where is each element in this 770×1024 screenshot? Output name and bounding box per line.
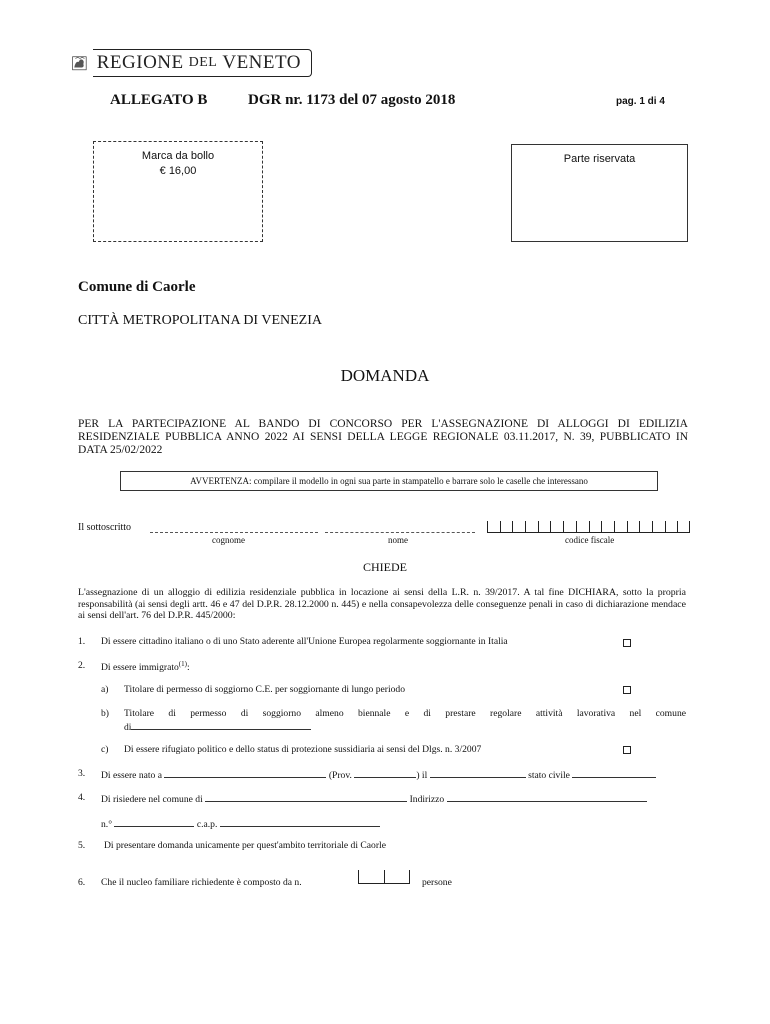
lion-emblem-icon: [72, 49, 87, 77]
numero-componenti-field[interactable]: [358, 870, 410, 885]
logo-regione: REGIONE: [96, 52, 184, 73]
stato-civile-field[interactable]: [572, 768, 656, 778]
logo-del: DEL: [188, 55, 218, 70]
cognome-label: cognome: [212, 535, 245, 545]
marca-bollo-box: [93, 141, 263, 242]
item-2-colon: :: [186, 662, 190, 674]
indirizzo-label: Indirizzo: [409, 794, 445, 805]
intro-paragraph: PER LA PARTECIPAZIONE AL BANDO DI CONCORSO PER L'ASSEGNAZIONE DI ALLOGGI DI EDILIZIA RESIDENZIALE PUBBLICA ANNO 2022 AI SENSI DELLA LEGGE REGIONALE 03.11.2017, N. 39, PUBBLICATO IN DATA 25/02/2022: [78, 418, 688, 456]
item-4-line: [101, 792, 647, 805]
allegato-label: ALLEGATO B: [110, 92, 208, 108]
nome-field[interactable]: [325, 532, 475, 533]
bollo-label: Marca da bollo: [141, 150, 215, 162]
dgr-reference: DGR nr. 1173 del 07 agosto 2018: [248, 92, 456, 108]
dichiara-paragraph: L'assegnazione di un alloggio di edilizia residenziale pubblica in locazione ai sensi della L.R. n. 39/2017. A tal fine DICHIARA, sotto la propria responsabilità (ai sensi degli artt. 46 e 47 del D.P.R. 28.12.2000 n. 445) e nella consapevolezza delle conseguenze penali in caso di dichiarazione mendace ai sensi dell'art. 76 del D.P.R. 445/2000:: [78, 587, 686, 621]
comune-title: Comune di Caorle: [78, 279, 196, 295]
civico-label: n.°: [101, 819, 113, 830]
comune-residenza-field[interactable]: [205, 792, 407, 802]
item-1-checkbox[interactable]: [623, 639, 631, 647]
item-3-number: 3.: [78, 768, 86, 779]
provincia-field[interactable]: [354, 768, 416, 778]
page-number: pag. 1 di 4: [616, 96, 665, 107]
item-c-letter: c): [101, 744, 109, 755]
item-a-checkbox[interactable]: [623, 686, 631, 694]
item-b-di-label: di: [124, 722, 132, 733]
item-2-text: [101, 660, 190, 673]
indirizzo-field[interactable]: [447, 792, 647, 802]
item-1-number: 1.: [78, 636, 86, 647]
cognome-field[interactable]: [150, 532, 318, 533]
domanda-title: DOMANDA: [340, 366, 430, 385]
item-1-text: Di essere cittadino italiano o di uno Stato aderente all'Unione Europea regolarmente soggiornante in Italia: [101, 636, 508, 647]
codice-fiscale-label: codice fiscale: [565, 535, 615, 545]
risiedere-label: Di risiedere nel comune di: [101, 794, 203, 805]
sottoscritto-label: Il sottoscritto: [78, 522, 132, 533]
bollo-amount: € 16,00: [159, 165, 197, 177]
item-2-label: Di essere immigrato: [101, 662, 179, 674]
item-a-text: Titolare di permesso di soggiorno C.E. per soggiornante di lungo periodo: [124, 684, 406, 695]
item-b-comune-field[interactable]: [131, 720, 311, 730]
item-b-di: [124, 720, 311, 733]
il-label: ) il: [416, 770, 428, 781]
stato-civile-label: stato civile: [528, 770, 570, 781]
persone-label: persone: [422, 877, 452, 888]
item-b-text: Titolare di permesso di soggiorno almeno biennale e di prestare regolare attività lavorativa nel comune: [124, 708, 686, 719]
codice-fiscale-field[interactable]: [487, 521, 690, 534]
item-b-letter: b): [101, 708, 109, 719]
item-2-footnote: (1): [178, 660, 187, 668]
prov-label: (Prov.: [328, 770, 352, 781]
item-6-text: Che il nucleo familiare richiedente è composto da n.: [101, 877, 302, 888]
item-5-text: Di presentare domanda unicamente per quest'ambito territoriale di Caorle: [104, 840, 386, 851]
data-nascita-field[interactable]: [430, 768, 526, 778]
cap-field[interactable]: [220, 817, 380, 827]
item-3-line: [101, 768, 656, 781]
item-6-number: 6.: [78, 877, 86, 888]
riservata-label: Parte riservata: [563, 153, 636, 165]
cap-label: c.a.p.: [196, 819, 218, 830]
civico-field[interactable]: [114, 817, 194, 827]
item-a-letter: a): [101, 684, 109, 695]
parte-riservata-box: [511, 144, 688, 242]
item-5-number: 5.: [78, 840, 86, 851]
item-4-number: 4.: [78, 792, 86, 803]
item-2-number: 2.: [78, 660, 86, 671]
avvertenza-box: AVVERTENZA: compilare il modello in ogni sua parte in stampatello e barrare solo le caselle che interessano: [120, 471, 658, 491]
item-4-line2: [101, 817, 380, 830]
citta-title: CITTÀ METROPOLITANA DI VENEZIA: [78, 313, 322, 328]
luogo-nascita-field[interactable]: [164, 768, 326, 778]
regione-veneto-logo: [72, 48, 312, 78]
chiede-heading: CHIEDE: [363, 560, 407, 574]
item-c-text: Di essere rifugiato politico e dello status di protezione sussidiaria ai sensi del Dlgs. n. 3/2007: [124, 744, 482, 755]
nome-label: nome: [388, 535, 408, 545]
item-c-checkbox[interactable]: [623, 746, 631, 754]
logo-veneto: VENETO: [222, 52, 301, 73]
nato-label: Di essere nato a: [101, 770, 163, 781]
logo-wordmark: [93, 49, 312, 77]
